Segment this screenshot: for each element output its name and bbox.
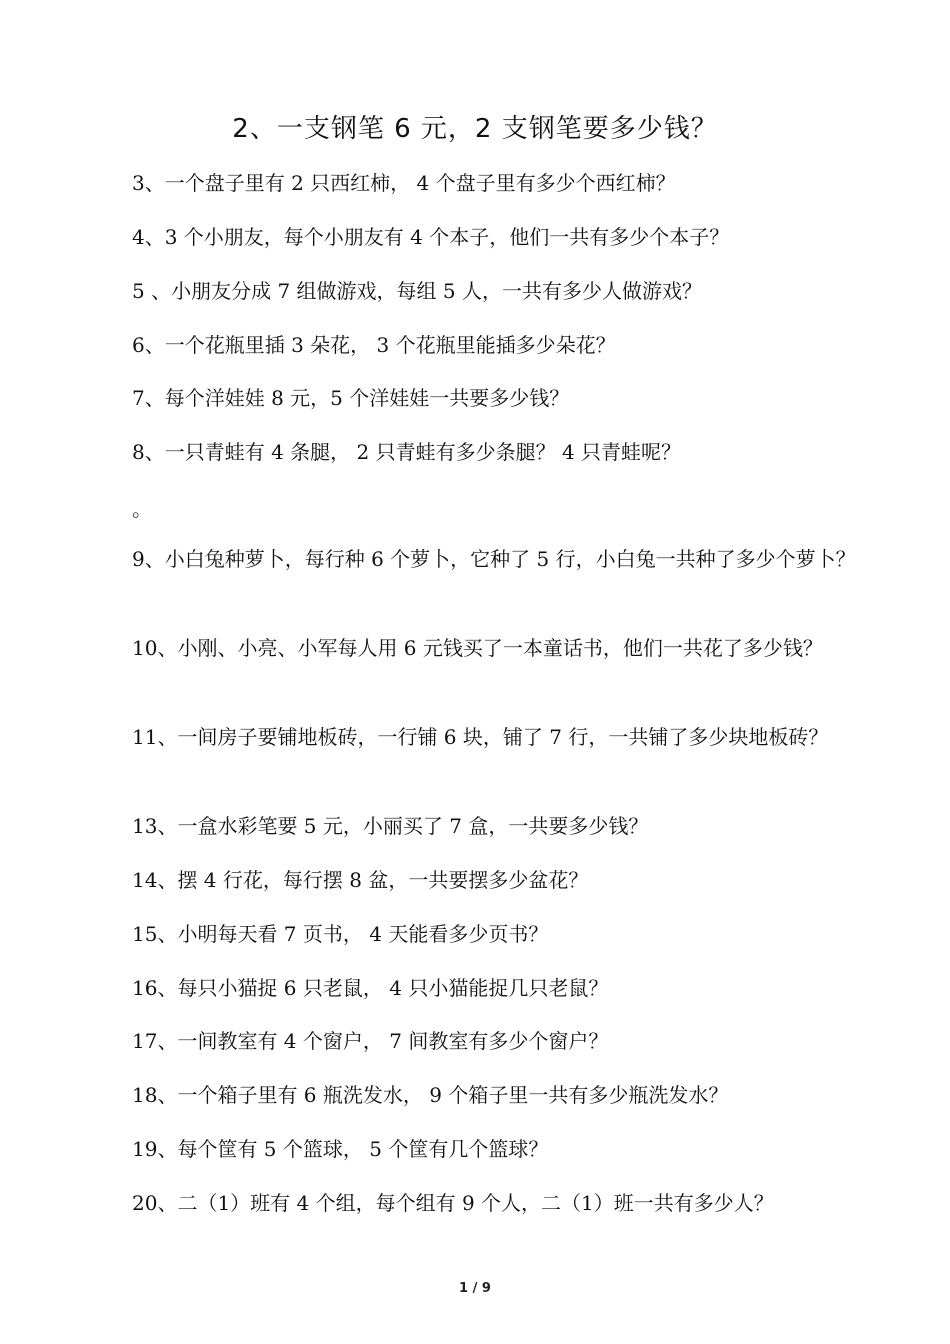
question-8: 8、一只青蛙有 4 条腿， 2 只青蛙有多少条腿？ 4 只青蛙呢？ xyxy=(132,440,682,464)
question-9: 9、小白兔种萝卜，每行种 6 个萝卜，它种了 5 行，小白兔一共种了多少个萝卜？ xyxy=(132,547,856,571)
question-13: 13、一盒水彩笔要 5 元，小丽买了 7 盒，一共要多少钱？ xyxy=(132,814,649,838)
stray-period: 。 xyxy=(132,497,152,521)
question-11: 11、一间房子要铺地板砖，一行铺 6 块，铺了 7 行，一共铺了多少块地板砖？ xyxy=(132,725,829,749)
question-20: 20、二（1）班有 4 个组，每个组有 9 个人，二（1）班一共有多少人？ xyxy=(132,1191,774,1215)
question-18: 18、一个箱子里有 6 瓶洗发水， 9 个箱子里一共有多少瓶洗发水？ xyxy=(132,1083,729,1107)
question-14: 14、摆 4 行花，每行摆 8 盆，一共要摆多少盆花？ xyxy=(132,868,589,892)
question-5: 5 、小朋友分成 7 组做游戏，每组 5 人，一共有多少人做游戏？ xyxy=(132,279,702,303)
question-7: 7、每个洋娃娃 8 元，5 个洋娃娃一共要多少钱？ xyxy=(132,386,570,410)
question-16: 16、每只小猫捉 6 只老鼠， 4 只小猫能捉几只老鼠？ xyxy=(132,976,609,1000)
question-17: 17、一间教室有 4 个窗户， 7 间教室有多少个窗户？ xyxy=(132,1029,609,1053)
page-title: 2、一支钢笔 6 元，2 支钢笔要多少钱？ xyxy=(232,114,718,144)
question-4: 4、3 个小朋友，每个小朋友有 4 个本子，他们一共有多少个本子？ xyxy=(132,225,730,249)
question-15: 15、小明每天看 7 页书， 4 天能看多少页书？ xyxy=(132,922,549,946)
question-3: 3、一个盘子里有 2 只西红柿， 4 个盘子里有多少个西红柿？ xyxy=(132,171,676,195)
question-10: 10、小刚、小亮、小军每人用 6 元钱买了一本童话书，他们一共花了多少钱？ xyxy=(132,636,823,660)
page-number: 1 / 9 xyxy=(459,1281,491,1296)
question-19: 19、每个筐有 5 个篮球， 5 个筐有几个篮球？ xyxy=(132,1137,549,1161)
question-6: 6、一个花瓶里插 3 朵花， 3 个花瓶里能插多少朵花？ xyxy=(132,333,616,357)
